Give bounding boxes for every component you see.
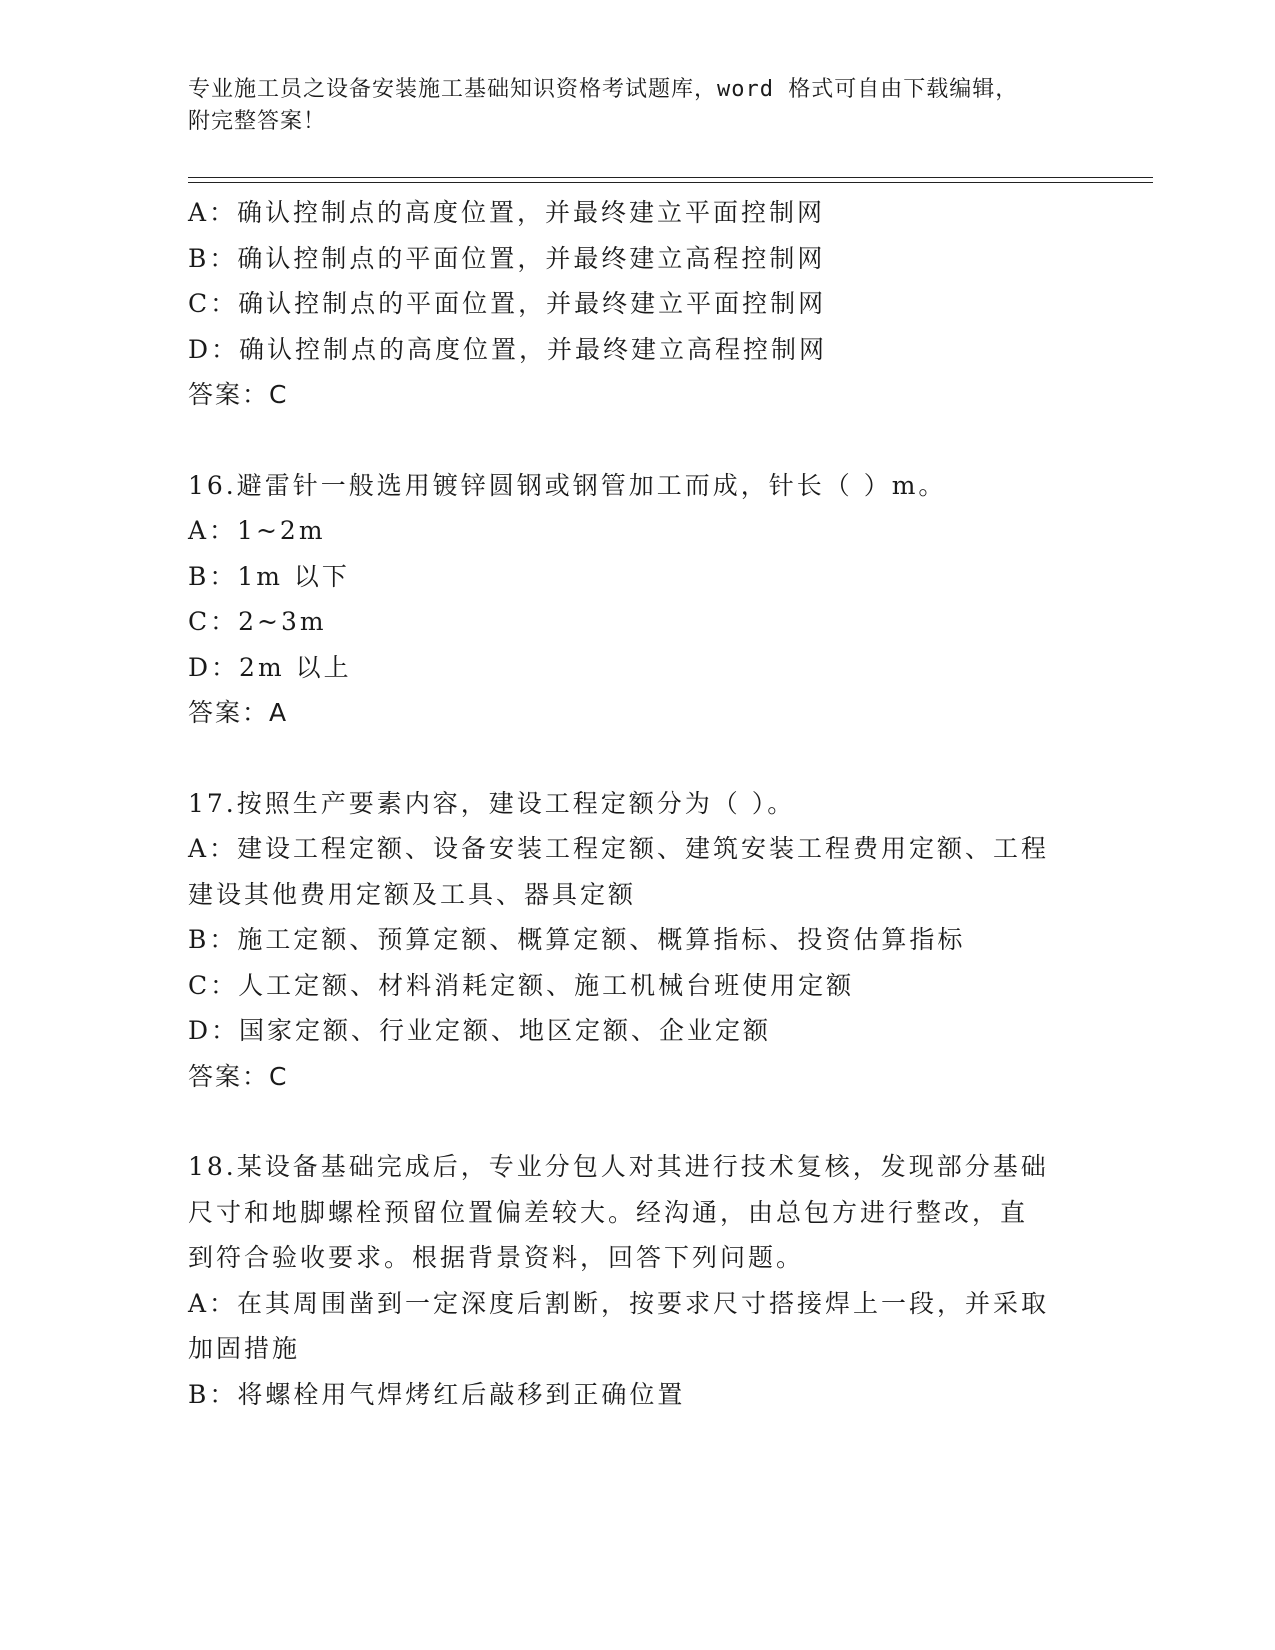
option-b: B：将螺栓用气焊烤红后敲移到正确位置 xyxy=(188,1379,686,1409)
header-rule-top xyxy=(188,177,1153,178)
document-header xyxy=(188,74,1088,138)
option-a: A：确认控制点的高度位置，并最终建立平面控制网 xyxy=(188,198,826,227)
option-b: B：施工定额、预算定额、概算定额、概算指标、投资估算指标 xyxy=(188,925,966,954)
question-15 xyxy=(188,190,1088,418)
option-d: D：确认控制点的高度位置，并最终建立高程控制网 xyxy=(188,334,828,364)
answer: 答案：A xyxy=(188,698,289,727)
question-text-line-1: 18.某设备基础完成后，专业分包人对其进行技术复核，发现部分基础 xyxy=(188,1152,1049,1181)
option-c: C：人工定额、材料消耗定额、施工机械台班使用定额 xyxy=(188,970,855,1000)
header-line-2: 附完整答案！ xyxy=(188,109,327,134)
question-17 xyxy=(188,781,1088,1100)
option-d: D：2m 以上 xyxy=(188,652,352,682)
question-text: 16.避雷针一般选用镀锌圆钢或钢管加工而成，针长（ ）m。 xyxy=(188,470,947,500)
question-text-line-2: 尺寸和地脚螺栓预留位置偏差较大。经沟通，由总包方进行整改，直 xyxy=(188,1197,1029,1227)
option-b: B：确认控制点的平面位置，并最终建立高程控制网 xyxy=(188,243,826,273)
question-text: 17.按照生产要素内容，建设工程定额分为（ ）。 xyxy=(188,788,796,818)
header-rule-bottom xyxy=(188,182,1153,183)
spacer xyxy=(188,736,1088,781)
question-content xyxy=(188,190,1088,1417)
answer: 答案：C xyxy=(188,380,289,409)
option-a-continued: 建设其他费用定额及工具、器具定额 xyxy=(188,879,637,909)
option-b: B：1m 以下 xyxy=(188,561,350,591)
option-a: A：1~2m xyxy=(188,516,326,545)
header-line-1: 专业施工员之设备安装施工基础知识资格考试题库，word 格式可自由下载编辑， xyxy=(188,77,1019,102)
option-a: A：在其周围凿到一定深度后割断，按要求尺寸搭接焊上一段，并采取 xyxy=(188,1288,1050,1318)
option-a-continued: 加固措施 xyxy=(188,1334,301,1363)
option-d: D：国家定额、行业定额、地区定额、企业定额 xyxy=(188,1016,772,1045)
answer: 答案：C xyxy=(188,1061,289,1091)
option-c: C：2~3m xyxy=(188,607,327,636)
option-c: C：确认控制点的平面位置，并最终建立平面控制网 xyxy=(188,289,827,318)
spacer xyxy=(188,418,1088,463)
question-text-line-3: 到符合验收要求。根据背景资料，回答下列问题。 xyxy=(188,1243,805,1272)
option-a: A：建设工程定额、设备安装工程定额、建筑安装工程费用定额、工程 xyxy=(188,834,1050,863)
spacer xyxy=(188,1099,1088,1144)
question-18 xyxy=(188,1144,1088,1417)
question-16 xyxy=(188,463,1088,736)
